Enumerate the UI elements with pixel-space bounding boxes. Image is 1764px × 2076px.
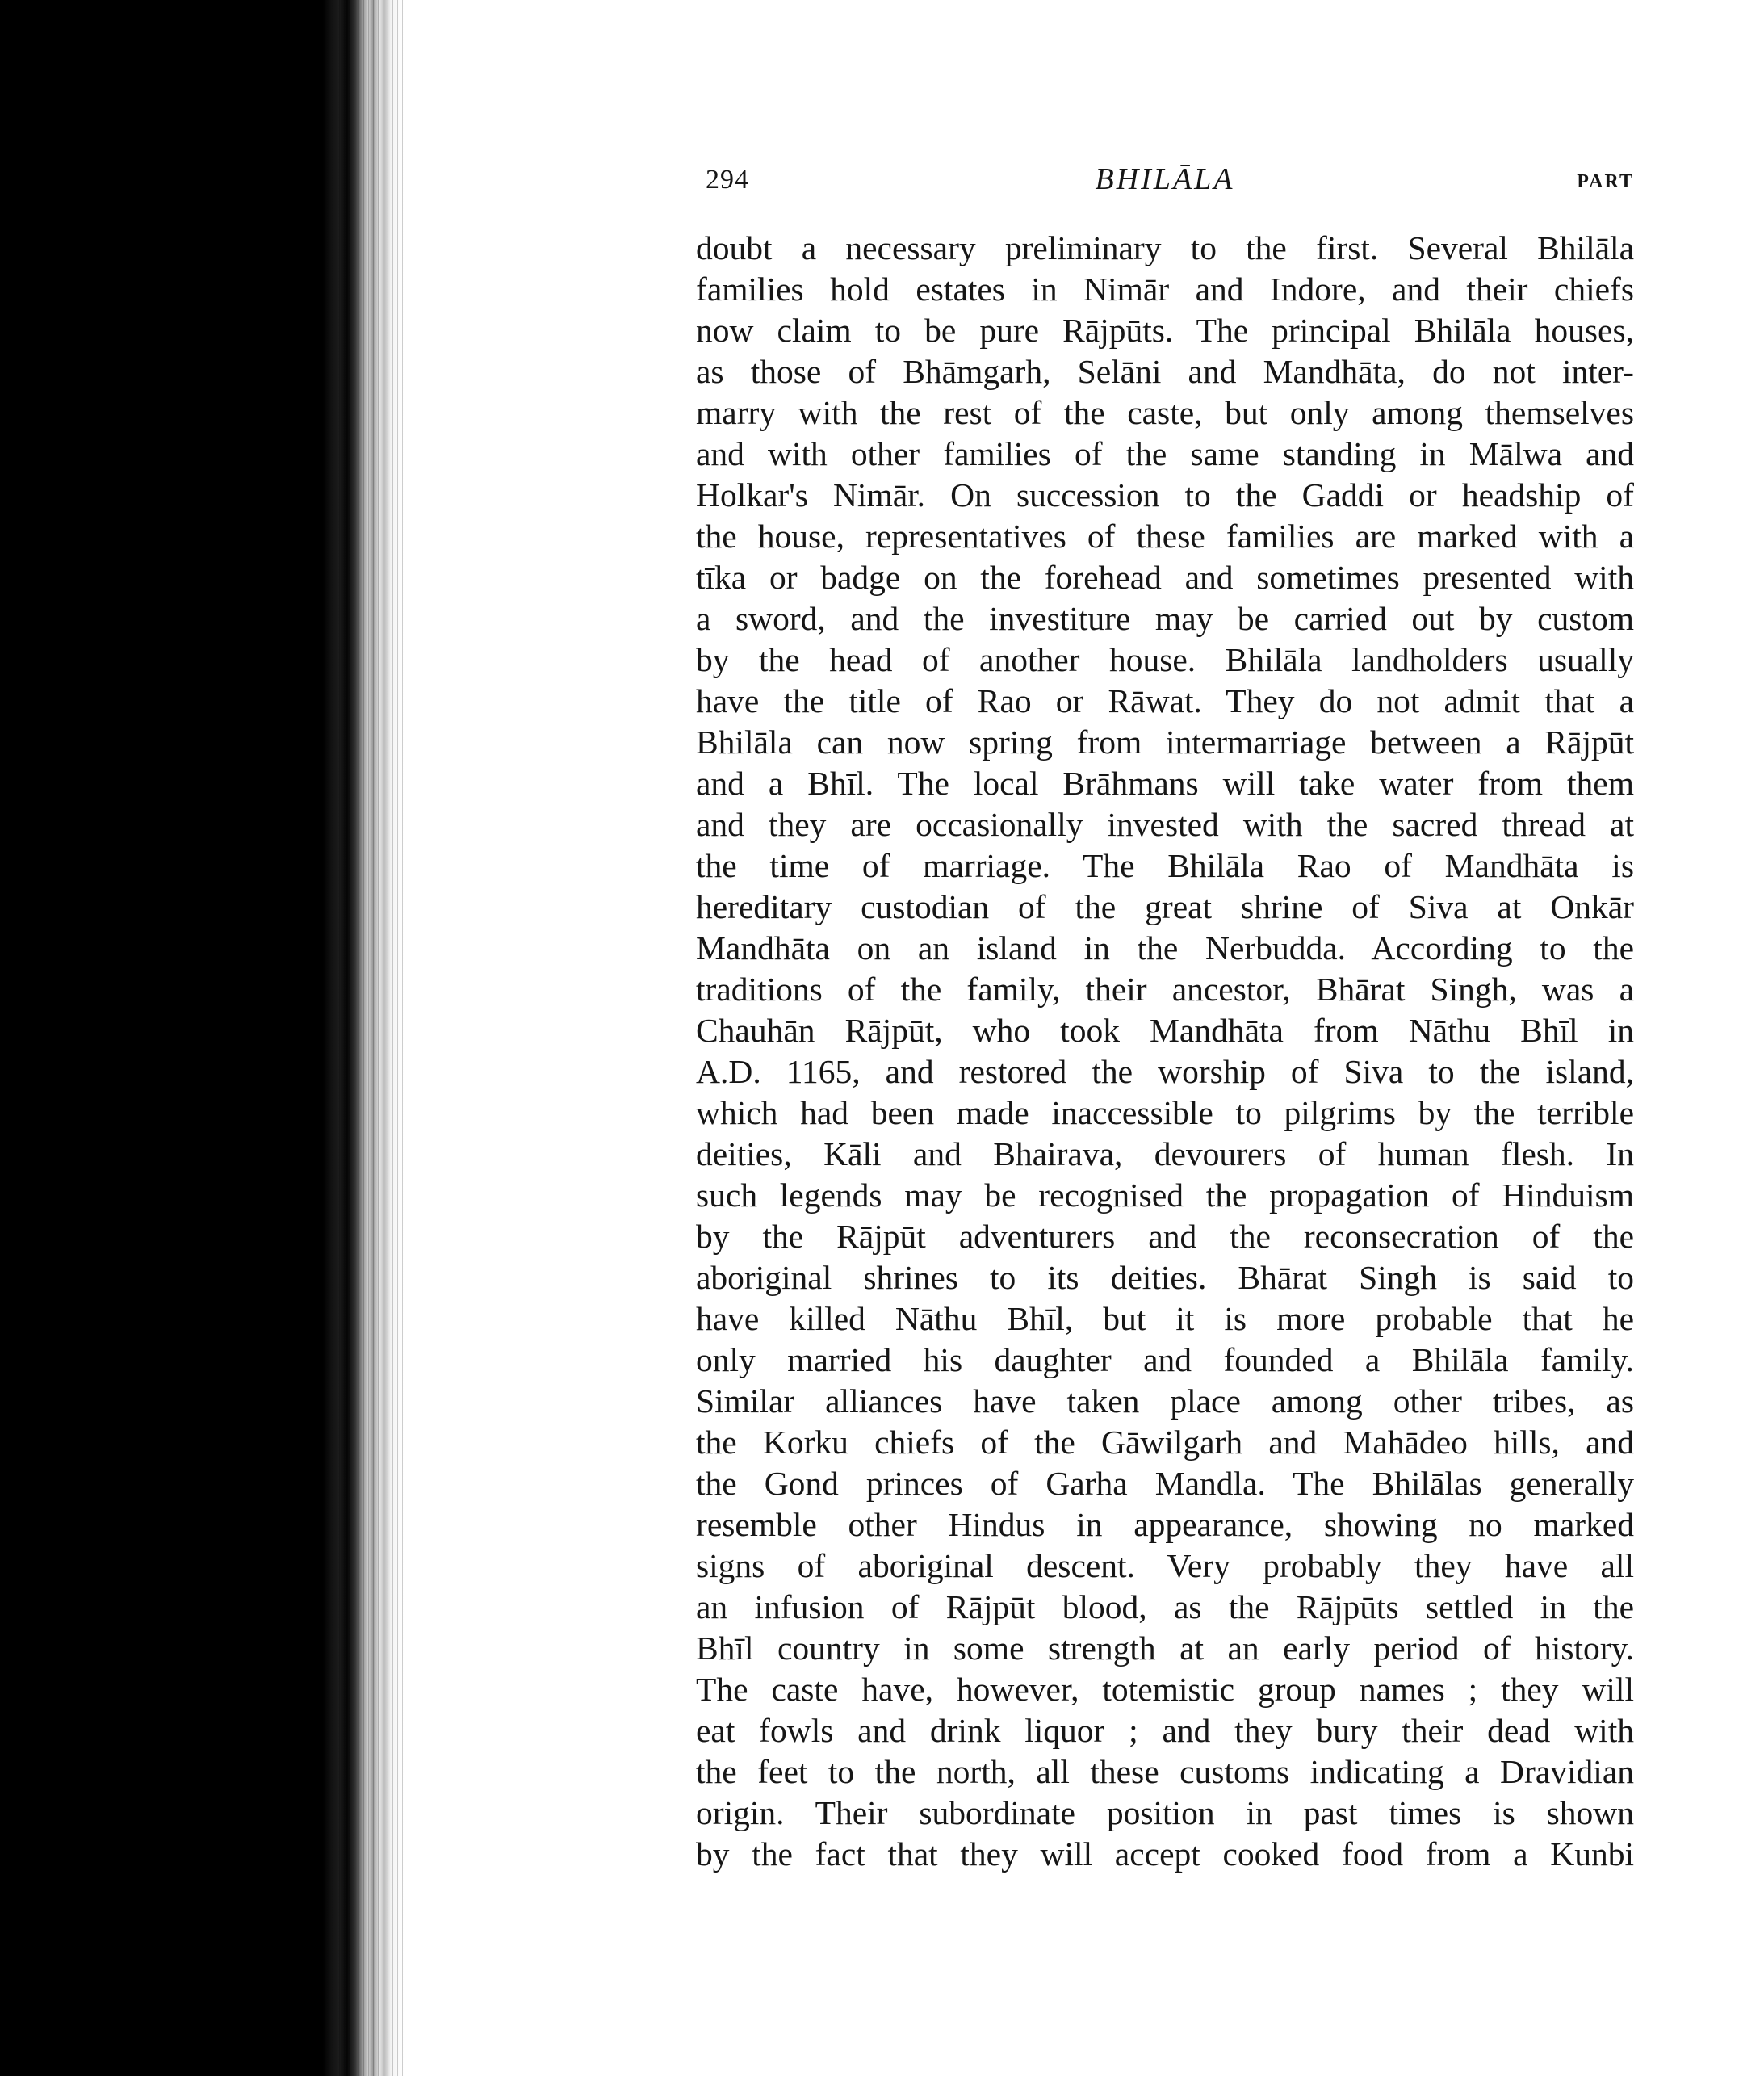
text-line: Mandhāta on an island in the Nerbudda. According to the xyxy=(696,929,1634,967)
text-line: marry with the rest of the caste, but only among themselves xyxy=(696,394,1634,431)
text-line: have the title of Rao or Rāwat. They do not admit that a xyxy=(696,682,1634,719)
body-text xyxy=(696,228,1634,1875)
text-line: The caste have, however, totemistic group names ; they will xyxy=(696,1671,1634,1708)
text-line: Bhīl country in some strength at an early period of history. xyxy=(696,1629,1634,1667)
text-line: Similar alliances have taken place among other tribes, as xyxy=(696,1382,1634,1420)
text-line: which had been made inaccessible to pilgrims by the terrible xyxy=(696,1094,1634,1131)
text-line: hereditary custodian of the great shrine of Siva at Onkār xyxy=(696,888,1634,925)
text-line: and with other families of the same standing in Mālwa and xyxy=(696,435,1634,472)
part-label: PART xyxy=(1577,171,1634,192)
text-line: signs of aboriginal descent. Very probably they have all xyxy=(696,1547,1634,1584)
text-line: by the head of another house. Bhilāla landholders usually xyxy=(696,641,1634,678)
text-line: A.D. 1165, and restored the worship of Siva to the island, xyxy=(696,1053,1634,1090)
text-line: only married his daughter and founded a Bhilāla family. xyxy=(696,1341,1634,1378)
text-line: Holkar's Nimār. On succession to the Gaddi or headship of xyxy=(696,476,1634,514)
text-line: an infusion of Rājpūt blood, as the Rājpūts settled in the xyxy=(696,1588,1634,1625)
text-line: as those of Bhāmgarh, Selāni and Mandhāta, do not inter- xyxy=(696,353,1634,390)
text-line: Bhilāla can now spring from intermarriage between a Rājpūt xyxy=(696,723,1634,761)
text-line: such legends may be recognised the propagation of Hinduism xyxy=(696,1176,1634,1214)
text-line: the feet to the north, all these customs indicating a Dravidian xyxy=(696,1753,1634,1790)
page-number: 294 xyxy=(706,165,749,195)
text-line: now claim to be pure Rājpūts. The principal Bhilāla houses, xyxy=(696,312,1634,349)
text-line: the house, representatives of these families are marked with a xyxy=(696,518,1634,555)
text-line: families hold estates in Nimār and Indore, and their chiefs xyxy=(696,271,1634,308)
text-line: and they are occasionally invested with the sacred thread at xyxy=(696,806,1634,843)
text-line: the Gond princes of Garha Mandla. The Bhilālas generally xyxy=(696,1465,1634,1502)
text-line: a sword, and the investiture may be carried out by custom xyxy=(696,600,1634,637)
text-line: the time of marriage. The Bhilāla Rao of Mandhāta is xyxy=(696,847,1634,884)
text-line: resemble other Hindus in appearance, showing no marked xyxy=(696,1506,1634,1543)
book-page xyxy=(696,161,1634,1875)
running-head xyxy=(696,161,1634,210)
page-edge-texture xyxy=(339,0,404,2076)
text-line: tīka or badge on the forehead and sometimes presented with xyxy=(696,559,1634,596)
running-title: BHILĀLA xyxy=(1095,162,1235,196)
text-line: origin. Their subordinate position in past times is shown xyxy=(696,1794,1634,1831)
text-line: by the Rājpūt adventurers and the reconsecration of the xyxy=(696,1218,1634,1255)
text-line: deities, Kāli and Bhairava, devourers of human flesh. In xyxy=(696,1135,1634,1172)
text-line: by the fact that they will accept cooked food from a Kunbi xyxy=(696,1835,1634,1873)
text-line: Chauhān Rājpūt, who took Mandhāta from Nāthu Bhīl in xyxy=(696,1012,1634,1049)
text-line: the Korku chiefs of the Gāwilgarh and Mahādeo hills, and xyxy=(696,1424,1634,1461)
text-line: doubt a necessary preliminary to the first. Several Bhilāla xyxy=(696,229,1634,266)
text-line: and a Bhīl. The local Brāhmans will take water from them xyxy=(696,765,1634,802)
text-line: aboriginal shrines to its deities. Bhārat Singh is said to xyxy=(696,1259,1634,1296)
text-line: traditions of the family, their ancestor, Bhārat Singh, was a xyxy=(696,971,1634,1008)
text-line: eat fowls and drink liquor ; and they bury their dead with xyxy=(696,1712,1634,1749)
text-line: have killed Nāthu Bhīl, but it is more probable that he xyxy=(696,1300,1634,1337)
